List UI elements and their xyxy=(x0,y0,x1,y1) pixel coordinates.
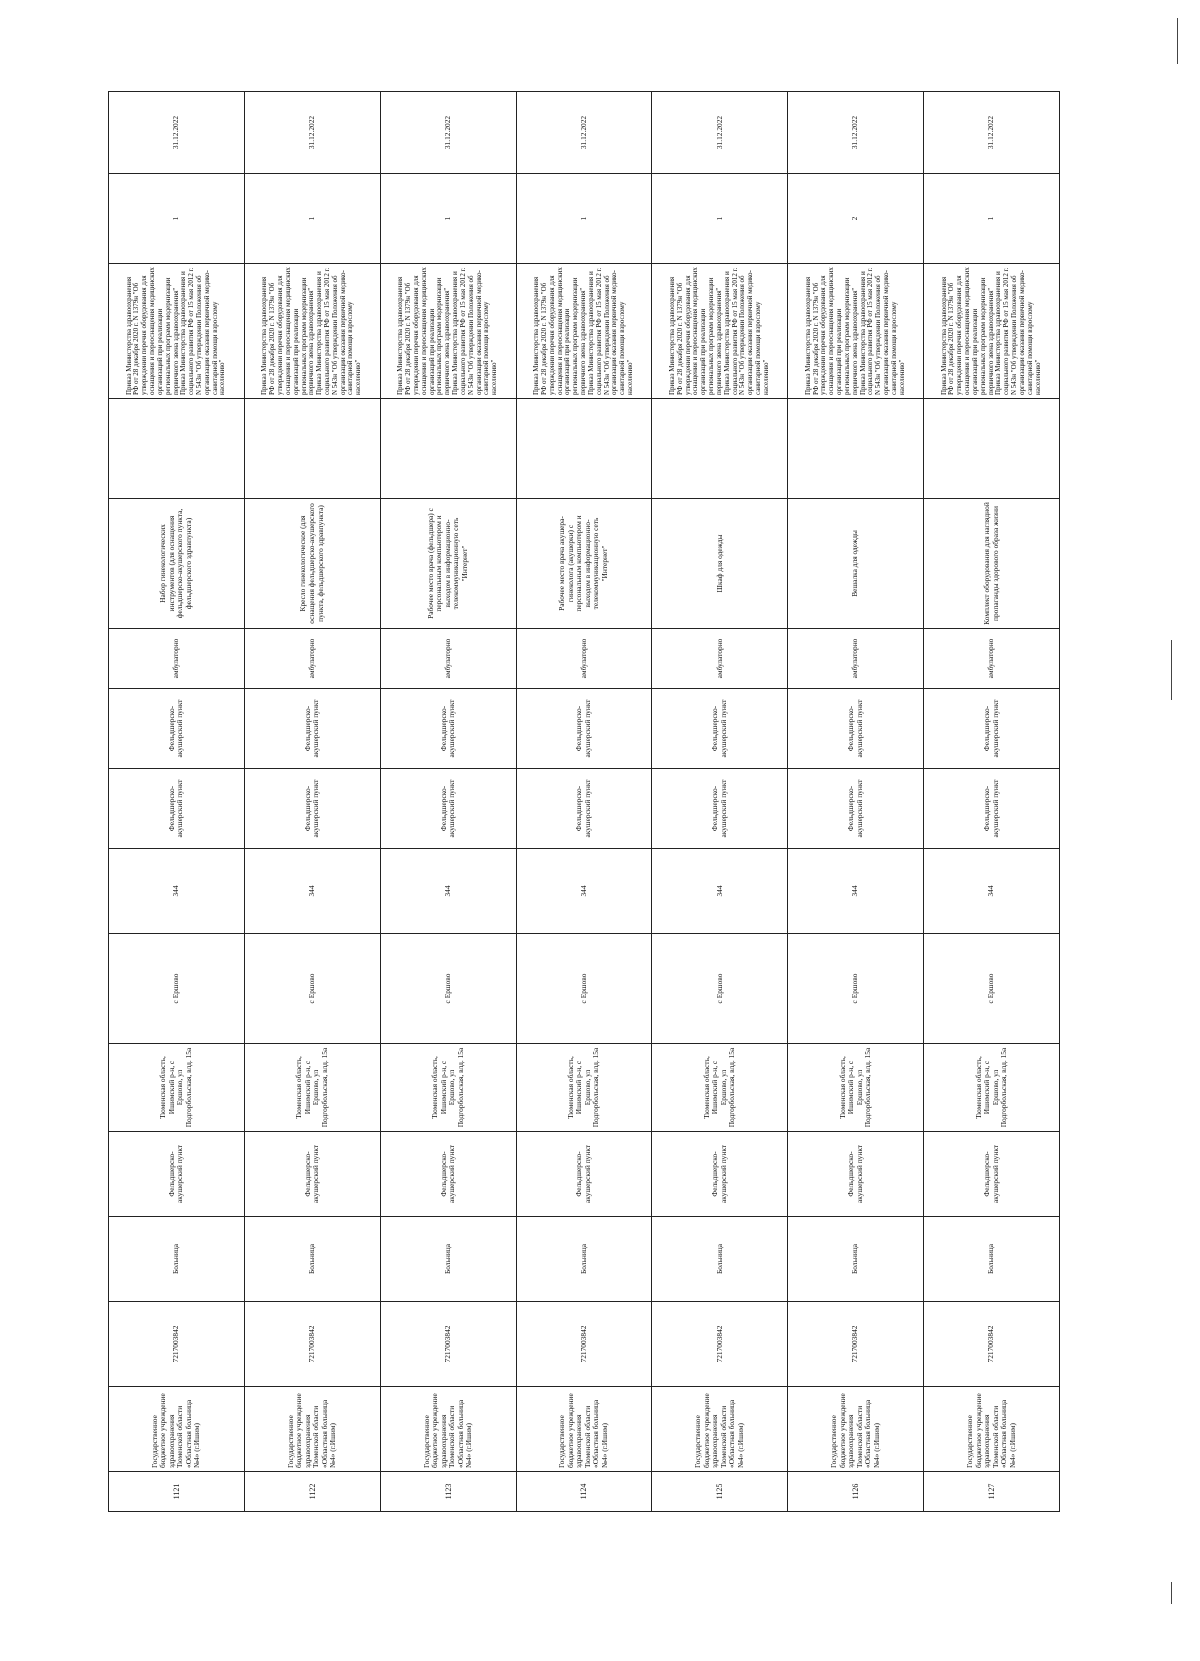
equipment-cell: Кресло гинекологическое (для оснащения фельдшерско-акушерского пункта, фельдшерского здравпункта) xyxy=(244,499,380,629)
deadline-date-cell: 31.12.2022 xyxy=(788,92,924,174)
equipment-table xyxy=(108,91,1060,1512)
care-form-cell: амбулаторно xyxy=(244,629,380,689)
organization-cell: Государственное бюджетное учреждение здравоохранения Тюменской области «Областная больница №4» (г.Ишим) xyxy=(924,1387,1060,1472)
settlement-cell: с Ершово xyxy=(244,934,380,1044)
equipment-cell: Набор гинекологических инструментов (для оснащения фельдшерско-акушерского пункта, фельдшерского здравпункта) xyxy=(109,499,245,629)
row-number-cell: 1124 xyxy=(516,1472,652,1512)
organization-cell: Государственное бюджетное учреждение здравоохранения Тюменской области «Областная больница №4» (г.Ишим) xyxy=(109,1387,245,1472)
address-cell: Тюменская область, Ишимский р-н, с Ершово, ул Подгорбольская, влд. 15а xyxy=(788,1044,924,1132)
address-cell: Тюменская область, Ишимский р-н, с Ершово, ул Подгорбольская, влд. 15а xyxy=(652,1044,788,1132)
division-cell: Фельдшерско-акушерский пункт xyxy=(244,769,380,849)
facility-type-cell: Больница xyxy=(380,1217,516,1302)
facility-type-cell: Больница xyxy=(244,1217,380,1302)
facility-type-cell: Больница xyxy=(516,1217,652,1302)
equipment-cell: Комплект оборудования для наглядной пропаганды здорового образа жизни xyxy=(924,499,1060,629)
inn-cell: 7217003842 xyxy=(924,1302,1060,1387)
quantity-cell: 2 xyxy=(788,174,924,264)
code-cell: 344 xyxy=(244,849,380,934)
row-number-cell: 1125 xyxy=(652,1472,788,1512)
empty-cell xyxy=(109,399,245,499)
division-cell: Фельдшерско-акушерский пункт xyxy=(109,769,245,849)
quantity-cell: 1 xyxy=(244,174,380,264)
inn-cell: 7217003842 xyxy=(109,1302,245,1387)
settlement-cell: с Ершово xyxy=(652,934,788,1044)
row-number-cell: 1122 xyxy=(244,1472,380,1512)
subtype-cell: Фельдшерско-акушерский пункт xyxy=(380,689,516,769)
care-form-cell: амбулаторно xyxy=(652,629,788,689)
address-cell: Тюменская область, Ишимский р-н, с Ершово, ул Подгорбольская, влд. 15а xyxy=(380,1044,516,1132)
table-row xyxy=(109,92,245,1512)
subtype-cell: Фельдшерско-акушерский пункт xyxy=(244,689,380,769)
legal-basis-cell: Приказ Министерства здравоохранения РФ от 28 декабря 2020 г. N 1379н "Об утверждении перечня оборудования для оснащения и переоснащения медицинских организаций при реализации региональных программ модернизации первичного звена здравоохранения" Приказ Министерства здравоохранения и социального развития РФ от 15 мая 2012 г. N 543н "Об утверждении Положения об организации оказания первичной медико-санитарной помощи взрослому населению" xyxy=(380,264,516,399)
address-cell: Тюменская область, Ишимский р-н, с Ершово, ул Подгорбольская, влд. 15а xyxy=(924,1044,1060,1132)
code-cell: 344 xyxy=(652,849,788,934)
deadline-date-cell: 31.12.2022 xyxy=(924,92,1060,174)
care-form-cell: амбулаторно xyxy=(380,629,516,689)
care-form-cell: амбулаторно xyxy=(516,629,652,689)
deadline-date-cell: 31.12.2022 xyxy=(380,92,516,174)
row-number-cell: 1126 xyxy=(788,1472,924,1512)
facility-type-cell: Больница xyxy=(652,1217,788,1302)
scan-mark-top-right xyxy=(1177,18,1178,64)
quantity-cell: 1 xyxy=(516,174,652,264)
subtype-cell: Фельдшерско-акушерский пункт xyxy=(109,689,245,769)
deadline-date-cell: 31.12.2022 xyxy=(516,92,652,174)
facility-type-cell: Больница xyxy=(788,1217,924,1302)
division-cell: Фельдшерско-акушерский пункт xyxy=(788,769,924,849)
facility-type-cell: Больница xyxy=(924,1217,1060,1302)
organization-cell: Государственное бюджетное учреждение здравоохранения Тюменской области «Областная больница №4» (г.Ишим) xyxy=(788,1387,924,1472)
row-number-cell: 1121 xyxy=(109,1472,245,1512)
quantity-cell: 1 xyxy=(380,174,516,264)
quantity-cell: 1 xyxy=(652,174,788,264)
care-form-cell: амбулаторно xyxy=(924,629,1060,689)
table-row xyxy=(516,92,652,1512)
legal-basis-cell: Приказ Министерства здравоохранения РФ от 28 декабря 2020 г. N 1379н "Об утверждении перечня оборудования для оснащения и переоснащения медицинских организаций при реализации региональных программ модернизации первичного звена здравоохранения" Приказ Министерства здравоохранения и социального развития РФ от 15 мая 2012 г. N 543н "Об утверждении Положения об организации оказания первичной медико-санитарной помощи взрослому населению" xyxy=(516,264,652,399)
subtype-cell: Фельдшерско-акушерский пункт xyxy=(516,689,652,769)
subtype-cell: Фельдшерско-акушерский пункт xyxy=(924,689,1060,769)
table-row xyxy=(652,92,788,1512)
legal-basis-cell: Приказ Министерства здравоохранения РФ от 28 декабря 2020 г. N 1379н "Об утверждении перечня оборудования для оснащения и переоснащения медицинских организаций при реализации региональных программ модернизации первичного звена здравоохранения" Приказ Министерства здравоохранения и социального развития РФ от 15 мая 2012 г. N 543н "Об утверждении Положения об организации оказания первичной медико-санитарной помощи взрослому населению" xyxy=(244,264,380,399)
empty-cell xyxy=(244,399,380,499)
equipment-cell: Шкаф для одежды xyxy=(652,499,788,629)
unit-cell: Фельдшерско-акушерский пункт xyxy=(109,1132,245,1217)
table-row xyxy=(924,92,1060,1512)
unit-cell: Фельдшерско-акушерский пункт xyxy=(380,1132,516,1217)
subtype-cell: Фельдшерско-акушерский пункт xyxy=(788,689,924,769)
equipment-cell: Вешалка для одежды xyxy=(788,499,924,629)
settlement-cell: с Ершово xyxy=(924,934,1060,1044)
division-cell: Фельдшерско-акушерский пункт xyxy=(652,769,788,849)
table-row xyxy=(244,92,380,1512)
deadline-date-cell: 31.12.2022 xyxy=(652,92,788,174)
inn-cell: 7217003842 xyxy=(244,1302,380,1387)
code-cell: 344 xyxy=(380,849,516,934)
equipment-cell: Рабочее место врача (фельдшера) с персональным компьютером и выходом в информационно-телекоммуникационную сеть "Интернет" xyxy=(380,499,516,629)
address-cell: Тюменская область, Ишимский р-н, с Ершово, ул Подгорбольская, влд. 15а xyxy=(516,1044,652,1132)
unit-cell: Фельдшерско-акушерский пункт xyxy=(924,1132,1060,1217)
row-number-cell: 1127 xyxy=(924,1472,1060,1512)
legal-basis-cell: Приказ Министерства здравоохранения РФ от 28 декабря 2020 г. N 1379н "Об утверждении перечня оборудования для оснащения и переоснащения медицинских организаций при реализации региональных программ модернизации первичного звена здравоохранения" Приказ Министерства здравоохранения и социального развития РФ от 15 мая 2012 г. N 543н "Об утверждении Положения об организации оказания первичной медико-санитарной помощи взрослому населению" xyxy=(924,264,1060,399)
care-form-cell: амбулаторно xyxy=(788,629,924,689)
settlement-cell: с Ершово xyxy=(380,934,516,1044)
settlement-cell: с Ершово xyxy=(109,934,245,1044)
quantity-cell: 1 xyxy=(924,174,1060,264)
inn-cell: 7217003842 xyxy=(652,1302,788,1387)
inn-cell: 7217003842 xyxy=(516,1302,652,1387)
empty-cell xyxy=(788,399,924,499)
table-row xyxy=(380,92,516,1512)
code-cell: 344 xyxy=(788,849,924,934)
row-number-cell: 1123 xyxy=(380,1472,516,1512)
empty-cell xyxy=(652,399,788,499)
legal-basis-cell: Приказ Министерства здравоохранения РФ от 28 декабря 2020 г. N 1379н "Об утверждении перечня оборудования для оснащения и переоснащения медицинских организаций при реализации региональных программ модернизации первичного звена здравоохранения" Приказ Министерства здравоохранения и социального развития РФ от 15 мая 2012 г. N 543н "Об утверждении Положения об организации оказания первичной медико-санитарной помощи взрослому населению" xyxy=(109,264,245,399)
facility-type-cell: Больница xyxy=(109,1217,245,1302)
scan-mark-bottom-right xyxy=(1171,1582,1172,1604)
division-cell: Фельдшерско-акушерский пункт xyxy=(380,769,516,849)
unit-cell: Фельдшерско-акушерский пункт xyxy=(244,1132,380,1217)
code-cell: 344 xyxy=(109,849,245,934)
subtype-cell: Фельдшерско-акушерский пункт xyxy=(652,689,788,769)
division-cell: Фельдшерско-акушерский пункт xyxy=(924,769,1060,849)
unit-cell: Фельдшерско-акушерский пункт xyxy=(788,1132,924,1217)
organization-cell: Государственное бюджетное учреждение здравоохранения Тюменской области «Областная больница №4» (г.Ишим) xyxy=(380,1387,516,1472)
unit-cell: Фельдшерско-акушерский пункт xyxy=(516,1132,652,1217)
settlement-cell: с Ершово xyxy=(788,934,924,1044)
legal-basis-cell: Приказ Министерства здравоохранения РФ от 28 декабря 2020 г. N 1379н "Об утверждении перечня оборудования для оснащения и переоснащения медицинских организаций при реализации региональных программ модернизации первичного звена здравоохранения" Приказ Министерства здравоохранения и социального развития РФ от 15 мая 2012 г. N 543н "Об утверждении Положения об организации оказания первичной медико-санитарной помощи взрослому населению" xyxy=(652,264,788,399)
scan-mark-right xyxy=(1171,640,1172,700)
organization-cell: Государственное бюджетное учреждение здравоохранения Тюменской области «Областная больница №4» (г.Ишим) xyxy=(652,1387,788,1472)
settlement-cell: с Ершово xyxy=(516,934,652,1044)
equipment-cell: Рабочее место врача акушера-гинеколога (акушерки) с персональным компьютером и выходом в информационно-телекоммуникационную сеть "Интернет" xyxy=(516,499,652,629)
organization-cell: Государственное бюджетное учреждение здравоохранения Тюменской области «Областная больница №4» (г.Ишим) xyxy=(516,1387,652,1472)
unit-cell: Фельдшерско-акушерский пункт xyxy=(652,1132,788,1217)
empty-cell xyxy=(516,399,652,499)
table-row xyxy=(788,92,924,1512)
inn-cell: 7217003842 xyxy=(380,1302,516,1387)
organization-cell: Государственное бюджетное учреждение здравоохранения Тюменской области «Областная больница №4» (г.Ишим) xyxy=(244,1387,380,1472)
address-cell: Тюменская область, Ишимский р-н, с Ершово, ул Подгорбольская, влд. 15а xyxy=(244,1044,380,1132)
empty-cell xyxy=(380,399,516,499)
inn-cell: 7217003842 xyxy=(788,1302,924,1387)
empty-cell xyxy=(924,399,1060,499)
address-cell: Тюменская область, Ишимский р-н, с Ершово, ул Подгорбольская, влд. 15а xyxy=(109,1044,245,1132)
quantity-cell: 1 xyxy=(109,174,245,264)
rotated-table-page xyxy=(108,112,1060,1512)
care-form-cell: амбулаторно xyxy=(109,629,245,689)
deadline-date-cell: 31.12.2022 xyxy=(244,92,380,174)
code-cell: 344 xyxy=(516,849,652,934)
deadline-date-cell: 31.12.2022 xyxy=(109,92,245,174)
code-cell: 344 xyxy=(924,849,1060,934)
legal-basis-cell: Приказ Министерства здравоохранения РФ от 28 декабря 2020 г. N 1379н "Об утверждении перечня оборудования для оснащения и переоснащения медицинских организаций при реализации региональных программ модернизации первичного звена здравоохранения" Приказ Министерства здравоохранения и социального развития РФ от 15 мая 2012 г. N 543н "Об утверждении Положения об организации оказания первичной медико-санитарной помощи взрослому населению" xyxy=(788,264,924,399)
division-cell: Фельдшерско-акушерский пункт xyxy=(516,769,652,849)
